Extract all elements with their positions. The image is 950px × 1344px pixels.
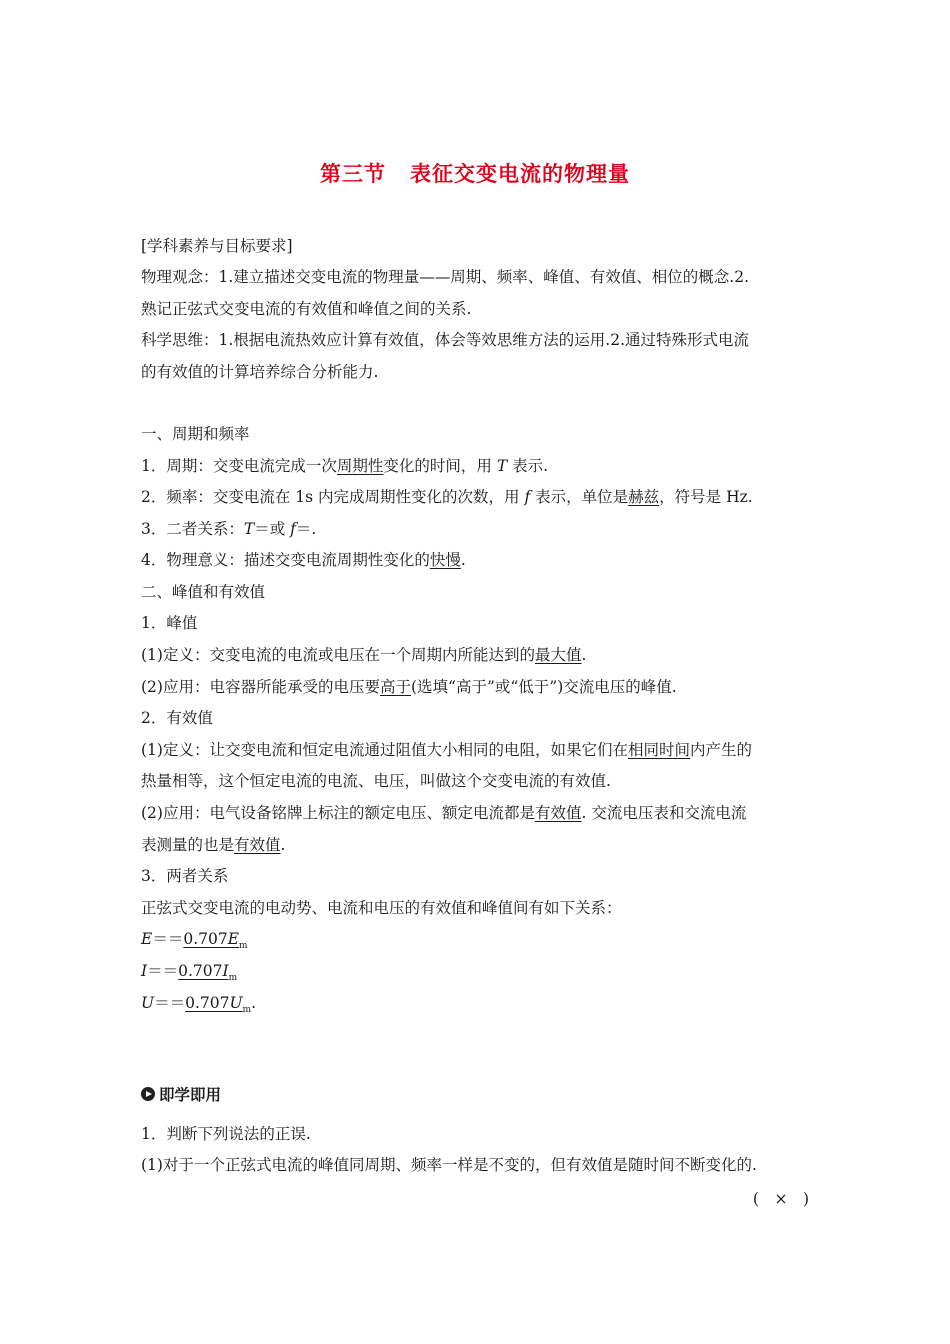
question-item: (1)对于一个正弦式电流的峰值同周期、频率一样是不变的，但有效值是随时间不断变化的. bbox=[141, 1156, 757, 1174]
formula-e: $E==0.707E_m$ bbox=[141, 930, 248, 952]
blank-answer: 有效值 bbox=[534, 804, 582, 822]
blank-answer: 周期性 bbox=[336, 457, 384, 475]
section-heading: 二、峰值和有效值 bbox=[141, 583, 266, 601]
effective-definition: 热量相等，这个恒定电流的电流、电压，叫做这个交变电流的有效值. bbox=[141, 772, 611, 790]
sub-heading: 2．有效值 bbox=[141, 709, 213, 727]
period-item: 1．周期：交变电流完成一次周期性变化的时间，用 T 表示. bbox=[141, 457, 549, 475]
meaning-item: 4．物理意义：描述交变电流周期性变化的快慢. bbox=[141, 551, 466, 569]
page-title: 第三节 表征交变电流的物理量 bbox=[320, 162, 630, 186]
goals-line: 物理观念：1.建立描述交变电流的物理量——周期、频率、峰值、有效值、相位的概念.2. bbox=[141, 268, 750, 286]
blank-answer: 高于 bbox=[379, 678, 411, 696]
practice-header: 即学即用 bbox=[141, 1083, 221, 1105]
formula-u: $U==0.707U_m$. bbox=[141, 994, 257, 1016]
peak-application: (2)应用：电容器所能承受的电压要高于(选填“高于”或“低于”)交流电压的峰值. bbox=[141, 678, 677, 696]
goals-line: 的有效值的计算培养综合分析能力. bbox=[141, 363, 379, 381]
effective-application: (2)应用：电气设备铭牌上标注的额定电压、额定电流都是有效值. 交流电压表和交流电流 bbox=[141, 804, 747, 822]
blank-answer: 最大值 bbox=[534, 646, 582, 664]
goals-line: 科学思维：1.根据电流热效应计算有效值，体会等效思维方法的运用.2.通过特殊形式电流 bbox=[141, 331, 750, 349]
blank-answer: 快慢 bbox=[429, 551, 461, 569]
goals-line: 熟记正弦式交变电流的有效值和峰值之间的关系. bbox=[141, 300, 472, 318]
effective-application: 表测量的也是有效值. bbox=[141, 836, 286, 854]
blank-answer: 相同时间 bbox=[627, 741, 690, 759]
question: 1．判断下列说法的正误. bbox=[141, 1125, 311, 1143]
play-icon bbox=[141, 1087, 155, 1101]
frequency-item: 2．频率：交变电流在 1s 内完成周期性变化的次数，用 f 表示，单位是赫兹，符号是 Hz. bbox=[141, 488, 753, 506]
relation-text: 正弦式交变电流的电动势、电流和电压的有效值和峰值间有如下关系： bbox=[141, 899, 622, 917]
peak-definition: (1)定义：交变电流的电流或电压在一个周期内所能达到的最大值. bbox=[141, 646, 587, 664]
blank-answer: 赫兹 bbox=[628, 488, 660, 506]
section-heading: 一、周期和频率 bbox=[141, 425, 250, 443]
sub-heading: 1．峰值 bbox=[141, 614, 198, 632]
blank-answer: 有效值 bbox=[234, 836, 281, 854]
answer-mark: ( × ) bbox=[752, 1190, 809, 1208]
sub-heading: 3．两者关系 bbox=[141, 867, 229, 885]
goals-header: [学科素养与目标要求] bbox=[141, 237, 293, 255]
relation-item: 3．二者关系：T＝或 f＝. bbox=[141, 520, 317, 538]
formula-i: $I==0.707I_m$ bbox=[141, 962, 238, 984]
effective-definition: (1)定义：让交变电流和恒定电流通过阻值大小相同的电阻，如果它们在相同时间内产生的 bbox=[141, 741, 752, 759]
